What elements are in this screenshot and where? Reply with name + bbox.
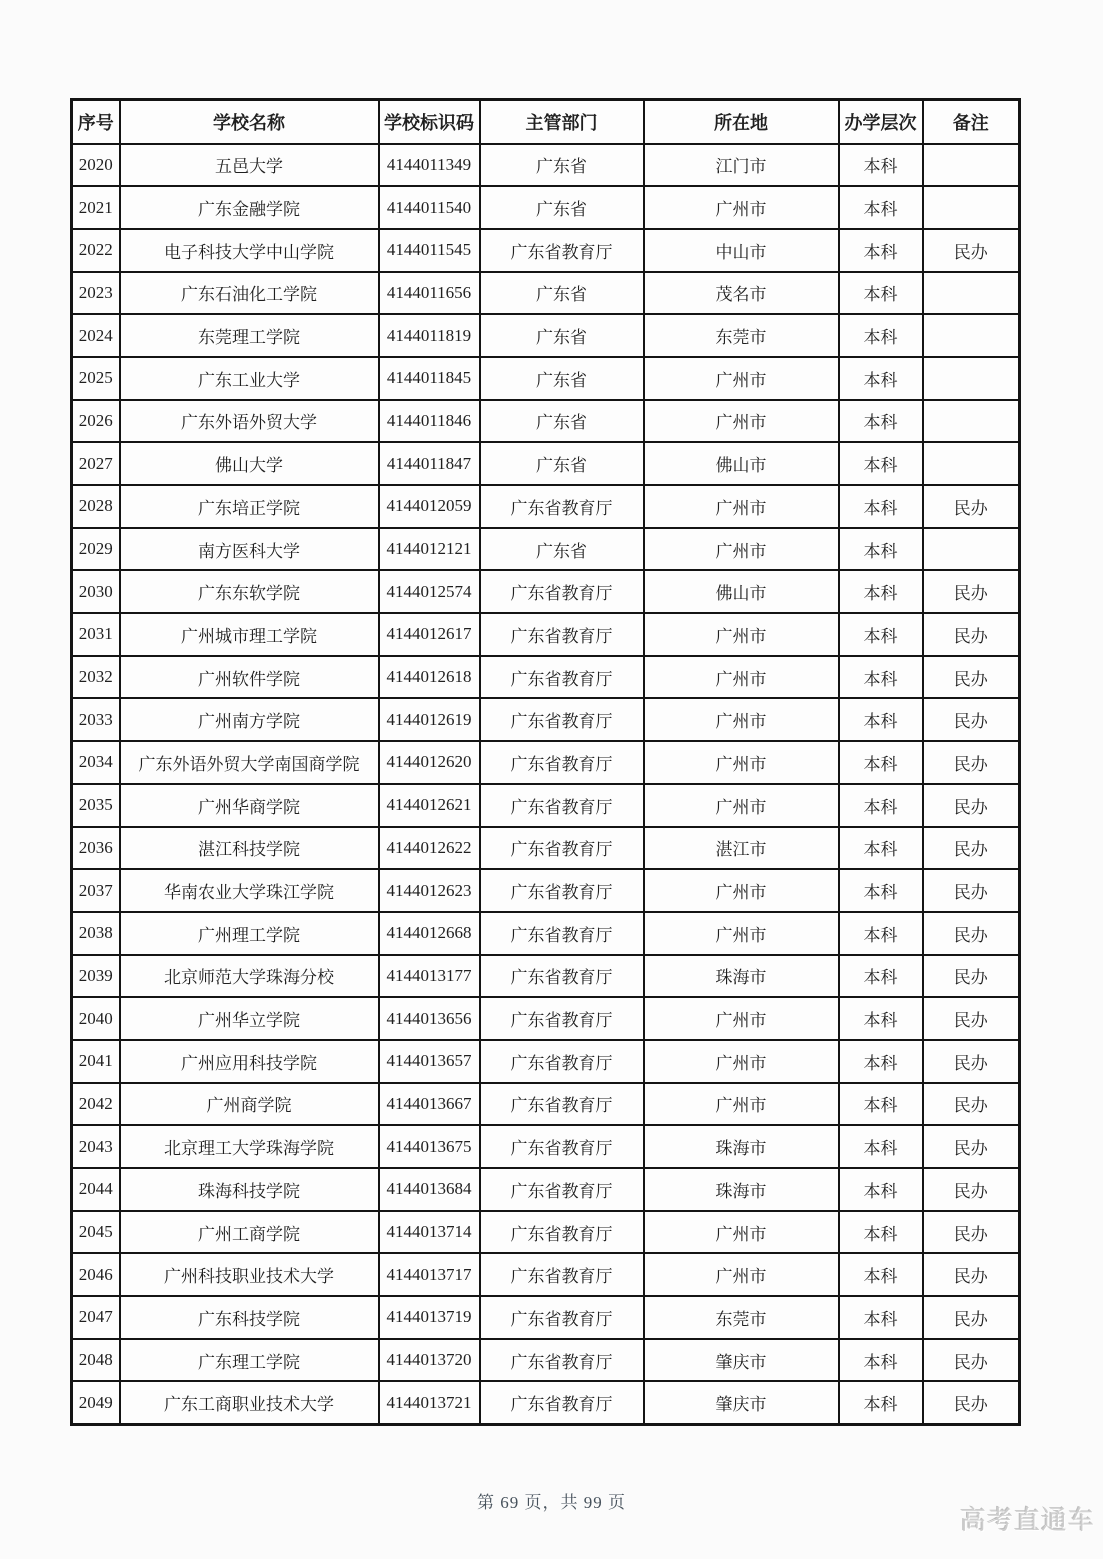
cell-code: 4144012668 — [379, 912, 480, 955]
cell-level: 本科 — [839, 229, 923, 272]
cell-city: 肇庆市 — [644, 1339, 839, 1382]
cell-city: 广州市 — [644, 186, 839, 229]
cell-code: 4144013717 — [379, 1253, 480, 1296]
column-header-index: 序号 — [72, 100, 120, 144]
cell-level: 本科 — [839, 827, 923, 870]
cell-remark — [923, 186, 1020, 229]
cell-index: 2047 — [72, 1296, 120, 1339]
table-row — [72, 144, 1020, 187]
cell-index: 2020 — [72, 144, 120, 187]
cell-index: 2031 — [72, 613, 120, 656]
table-row — [72, 314, 1020, 357]
cell-remark: 民办 — [923, 1253, 1020, 1296]
cell-city: 广州市 — [644, 1083, 839, 1126]
cell-index: 2042 — [72, 1083, 120, 1126]
cell-city: 广州市 — [644, 1211, 839, 1254]
table-row — [72, 698, 1020, 741]
cell-code: 4144011545 — [379, 229, 480, 272]
cell-name: 广州科技职业技术大学 — [120, 1253, 379, 1296]
cell-code: 4144011846 — [379, 400, 480, 443]
table-row — [72, 442, 1020, 485]
cell-city: 茂名市 — [644, 272, 839, 315]
cell-city: 广州市 — [644, 869, 839, 912]
cell-level: 本科 — [839, 869, 923, 912]
cell-index: 2049 — [72, 1381, 120, 1424]
cell-remark: 民办 — [923, 656, 1020, 699]
table-row — [72, 570, 1020, 613]
cell-authority: 广东省教育厅 — [480, 485, 644, 528]
cell-index: 2023 — [72, 272, 120, 315]
cell-level: 本科 — [839, 784, 923, 827]
cell-level: 本科 — [839, 955, 923, 998]
cell-index: 2034 — [72, 741, 120, 784]
cell-code: 4144013721 — [379, 1381, 480, 1424]
cell-authority: 广东省 — [480, 186, 644, 229]
cell-code: 4144012121 — [379, 528, 480, 571]
cell-code: 4144012623 — [379, 869, 480, 912]
table-row — [72, 912, 1020, 955]
cell-name: 广州南方学院 — [120, 698, 379, 741]
table-row — [72, 1040, 1020, 1083]
cell-authority: 广东省教育厅 — [480, 997, 644, 1040]
cell-city: 广州市 — [644, 613, 839, 656]
cell-name: 北京理工大学珠海学院 — [120, 1125, 379, 1168]
cell-remark — [923, 272, 1020, 315]
cell-city: 广州市 — [644, 1253, 839, 1296]
cell-remark: 民办 — [923, 1125, 1020, 1168]
cell-authority: 广东省教育厅 — [480, 1339, 644, 1382]
cell-remark: 民办 — [923, 698, 1020, 741]
cell-level: 本科 — [839, 997, 923, 1040]
cell-authority: 广东省教育厅 — [480, 912, 644, 955]
table-row — [72, 186, 1020, 229]
table-row — [72, 528, 1020, 571]
cell-index: 2037 — [72, 869, 120, 912]
cell-remark: 民办 — [923, 1083, 1020, 1126]
cell-code: 4144012620 — [379, 741, 480, 784]
cell-remark: 民办 — [923, 955, 1020, 998]
cell-authority: 广东省教育厅 — [480, 741, 644, 784]
table-row — [72, 1253, 1020, 1296]
cell-level: 本科 — [839, 912, 923, 955]
cell-name: 五邑大学 — [120, 144, 379, 187]
cell-city: 中山市 — [644, 229, 839, 272]
table-row — [72, 1083, 1020, 1126]
cell-index: 2024 — [72, 314, 120, 357]
column-header-remark: 备注 — [923, 100, 1020, 144]
cell-code: 4144012618 — [379, 656, 480, 699]
cell-city: 广州市 — [644, 997, 839, 1040]
table-row — [72, 613, 1020, 656]
cell-level: 本科 — [839, 1040, 923, 1083]
cell-authority: 广东省教育厅 — [480, 1125, 644, 1168]
cell-index: 2046 — [72, 1253, 120, 1296]
cell-code: 4144012574 — [379, 570, 480, 613]
cell-name: 广州城市理工学院 — [120, 613, 379, 656]
cell-city: 广州市 — [644, 698, 839, 741]
cell-code: 4144013667 — [379, 1083, 480, 1126]
cell-index: 2022 — [72, 229, 120, 272]
cell-name: 珠海科技学院 — [120, 1168, 379, 1211]
cell-index: 2048 — [72, 1339, 120, 1382]
cell-remark: 民办 — [923, 997, 1020, 1040]
cell-city: 佛山市 — [644, 570, 839, 613]
cell-city: 广州市 — [644, 400, 839, 443]
cell-remark: 民办 — [923, 784, 1020, 827]
table-row — [72, 1381, 1020, 1424]
cell-code: 4144011656 — [379, 272, 480, 315]
cell-city: 广州市 — [644, 528, 839, 571]
cell-level: 本科 — [839, 400, 923, 443]
cell-level: 本科 — [839, 1168, 923, 1211]
column-header-level: 办学层次 — [839, 100, 923, 144]
cell-name: 广东金融学院 — [120, 186, 379, 229]
cell-code: 4144011540 — [379, 186, 480, 229]
cell-code: 4144013720 — [379, 1339, 480, 1382]
table-row — [72, 1211, 1020, 1254]
cell-remark — [923, 144, 1020, 187]
cell-code: 4144013714 — [379, 1211, 480, 1254]
cell-index: 2039 — [72, 955, 120, 998]
cell-name: 东莞理工学院 — [120, 314, 379, 357]
cell-name: 广州华立学院 — [120, 997, 379, 1040]
cell-level: 本科 — [839, 698, 923, 741]
cell-name: 北京师范大学珠海分校 — [120, 955, 379, 998]
cell-name: 广州华商学院 — [120, 784, 379, 827]
cell-level: 本科 — [839, 528, 923, 571]
cell-level: 本科 — [839, 357, 923, 400]
cell-remark: 民办 — [923, 869, 1020, 912]
cell-index: 2043 — [72, 1125, 120, 1168]
cell-code: 4144012617 — [379, 613, 480, 656]
cell-authority: 广东省 — [480, 528, 644, 571]
cell-authority: 广东省教育厅 — [480, 784, 644, 827]
cell-level: 本科 — [839, 656, 923, 699]
table-row — [72, 741, 1020, 784]
cell-city: 广州市 — [644, 485, 839, 528]
column-header-location: 所在地 — [644, 100, 839, 144]
column-header-school-name: 学校名称 — [120, 100, 379, 144]
cell-remark: 民办 — [923, 1168, 1020, 1211]
table-row — [72, 827, 1020, 870]
cell-remark — [923, 442, 1020, 485]
cell-index: 2038 — [72, 912, 120, 955]
table-row — [72, 997, 1020, 1040]
cell-authority: 广东省教育厅 — [480, 1040, 644, 1083]
cell-remark: 民办 — [923, 741, 1020, 784]
cell-name: 广州理工学院 — [120, 912, 379, 955]
cell-level: 本科 — [839, 570, 923, 613]
cell-code: 4144013719 — [379, 1296, 480, 1339]
cell-code: 4144012621 — [379, 784, 480, 827]
table-row — [72, 869, 1020, 912]
cell-name: 广东外语外贸大学南国商学院 — [120, 741, 379, 784]
cell-authority: 广东省教育厅 — [480, 570, 644, 613]
cell-authority: 广东省 — [480, 314, 644, 357]
cell-remark: 民办 — [923, 912, 1020, 955]
cell-index: 2029 — [72, 528, 120, 571]
cell-authority: 广东省 — [480, 357, 644, 400]
column-header-authority: 主管部门 — [480, 100, 644, 144]
cell-remark: 民办 — [923, 485, 1020, 528]
cell-name: 广东科技学院 — [120, 1296, 379, 1339]
cell-remark: 民办 — [923, 1381, 1020, 1424]
table-row — [72, 485, 1020, 528]
cell-remark: 民办 — [923, 1040, 1020, 1083]
cell-name: 广东东软学院 — [120, 570, 379, 613]
cell-remark: 民办 — [923, 613, 1020, 656]
cell-level: 本科 — [839, 272, 923, 315]
cell-index: 2021 — [72, 186, 120, 229]
table-row — [72, 784, 1020, 827]
cell-level: 本科 — [839, 1253, 923, 1296]
table-row — [72, 656, 1020, 699]
cell-authority: 广东省教育厅 — [480, 869, 644, 912]
cell-code: 4144013656 — [379, 997, 480, 1040]
cell-name: 广东工业大学 — [120, 357, 379, 400]
cell-remark — [923, 357, 1020, 400]
table-row — [72, 1125, 1020, 1168]
cell-level: 本科 — [839, 144, 923, 187]
table-row — [72, 1168, 1020, 1211]
cell-city: 珠海市 — [644, 1168, 839, 1211]
cell-name: 广东外语外贸大学 — [120, 400, 379, 443]
cell-level: 本科 — [839, 1211, 923, 1254]
cell-index: 2033 — [72, 698, 120, 741]
cell-name: 广州应用科技学院 — [120, 1040, 379, 1083]
cell-code: 4144013177 — [379, 955, 480, 998]
cell-authority: 广东省教育厅 — [480, 1168, 644, 1211]
cell-authority: 广东省教育厅 — [480, 1381, 644, 1424]
cell-index: 2045 — [72, 1211, 120, 1254]
cell-authority: 广东省教育厅 — [480, 827, 644, 870]
cell-authority: 广东省 — [480, 442, 644, 485]
cell-level: 本科 — [839, 186, 923, 229]
cell-authority: 广东省教育厅 — [480, 1083, 644, 1126]
cell-remark: 民办 — [923, 1339, 1020, 1382]
cell-authority: 广东省 — [480, 272, 644, 315]
table-header-row — [72, 100, 1020, 144]
cell-city: 珠海市 — [644, 955, 839, 998]
cell-authority: 广东省教育厅 — [480, 955, 644, 998]
school-list-table — [70, 98, 1021, 1426]
cell-index: 2041 — [72, 1040, 120, 1083]
cell-index: 2044 — [72, 1168, 120, 1211]
cell-name: 华南农业大学珠江学院 — [120, 869, 379, 912]
cell-name: 南方医科大学 — [120, 528, 379, 571]
cell-level: 本科 — [839, 613, 923, 656]
cell-index: 2032 — [72, 656, 120, 699]
cell-code: 4144013675 — [379, 1125, 480, 1168]
cell-code: 4144011847 — [379, 442, 480, 485]
cell-name: 广东石油化工学院 — [120, 272, 379, 315]
table-row — [72, 1339, 1020, 1382]
cell-authority: 广东省教育厅 — [480, 229, 644, 272]
cell-index: 2036 — [72, 827, 120, 870]
cell-code: 4144011845 — [379, 357, 480, 400]
cell-authority: 广东省教育厅 — [480, 656, 644, 699]
cell-level: 本科 — [839, 1339, 923, 1382]
cell-level: 本科 — [839, 1083, 923, 1126]
cell-remark: 民办 — [923, 229, 1020, 272]
cell-level: 本科 — [839, 442, 923, 485]
cell-city: 广州市 — [644, 357, 839, 400]
cell-name: 电子科技大学中山学院 — [120, 229, 379, 272]
cell-code: 4144013657 — [379, 1040, 480, 1083]
cell-name: 广州工商学院 — [120, 1211, 379, 1254]
cell-remark: 民办 — [923, 570, 1020, 613]
table-row — [72, 400, 1020, 443]
table-row — [72, 272, 1020, 315]
cell-name: 广州软件学院 — [120, 656, 379, 699]
table-row — [72, 229, 1020, 272]
cell-index: 2025 — [72, 357, 120, 400]
cell-name: 广州商学院 — [120, 1083, 379, 1126]
cell-city: 广州市 — [644, 1040, 839, 1083]
cell-authority: 广东省教育厅 — [480, 698, 644, 741]
cell-city: 珠海市 — [644, 1125, 839, 1168]
cell-level: 本科 — [839, 1296, 923, 1339]
cell-authority: 广东省 — [480, 144, 644, 187]
cell-index: 2027 — [72, 442, 120, 485]
cell-level: 本科 — [839, 1125, 923, 1168]
cell-city: 东莞市 — [644, 314, 839, 357]
cell-city: 广州市 — [644, 784, 839, 827]
cell-level: 本科 — [839, 314, 923, 357]
cell-index: 2030 — [72, 570, 120, 613]
table-row — [72, 357, 1020, 400]
cell-name: 广东理工学院 — [120, 1339, 379, 1382]
cell-code: 4144011349 — [379, 144, 480, 187]
cell-authority: 广东省 — [480, 400, 644, 443]
cell-name: 湛江科技学院 — [120, 827, 379, 870]
cell-city: 佛山市 — [644, 442, 839, 485]
cell-code: 4144012059 — [379, 485, 480, 528]
cell-index: 2028 — [72, 485, 120, 528]
page-number-indicator: 第 69 页，共 99 页 — [477, 1493, 626, 1512]
cell-city: 广州市 — [644, 741, 839, 784]
cell-remark: 民办 — [923, 827, 1020, 870]
cell-index: 2040 — [72, 997, 120, 1040]
cell-index: 2026 — [72, 400, 120, 443]
cell-city: 江门市 — [644, 144, 839, 187]
table-row — [72, 955, 1020, 998]
cell-authority: 广东省教育厅 — [480, 1211, 644, 1254]
cell-code: 4144012619 — [379, 698, 480, 741]
cell-remark — [923, 528, 1020, 571]
cell-remark: 民办 — [923, 1211, 1020, 1254]
cell-name: 广东工商职业技术大学 — [120, 1381, 379, 1424]
cell-remark: 民办 — [923, 1296, 1020, 1339]
cell-remark — [923, 314, 1020, 357]
cell-authority: 广东省教育厅 — [480, 613, 644, 656]
cell-authority: 广东省教育厅 — [480, 1253, 644, 1296]
cell-city: 东莞市 — [644, 1296, 839, 1339]
cell-name: 广东培正学院 — [120, 485, 379, 528]
cell-level: 本科 — [839, 1381, 923, 1424]
watermark-logo: 高考直通车 — [960, 1505, 1096, 1535]
cell-code: 4144011819 — [379, 314, 480, 357]
cell-code: 4144012622 — [379, 827, 480, 870]
cell-index: 2035 — [72, 784, 120, 827]
cell-city: 湛江市 — [644, 827, 839, 870]
column-header-school-code: 学校标识码 — [379, 100, 480, 144]
cell-city: 肇庆市 — [644, 1381, 839, 1424]
cell-code: 4144013684 — [379, 1168, 480, 1211]
cell-level: 本科 — [839, 485, 923, 528]
cell-city: 广州市 — [644, 912, 839, 955]
cell-remark — [923, 400, 1020, 443]
cell-city: 广州市 — [644, 656, 839, 699]
cell-authority: 广东省教育厅 — [480, 1296, 644, 1339]
table-row — [72, 1296, 1020, 1339]
cell-name: 佛山大学 — [120, 442, 379, 485]
cell-level: 本科 — [839, 741, 923, 784]
